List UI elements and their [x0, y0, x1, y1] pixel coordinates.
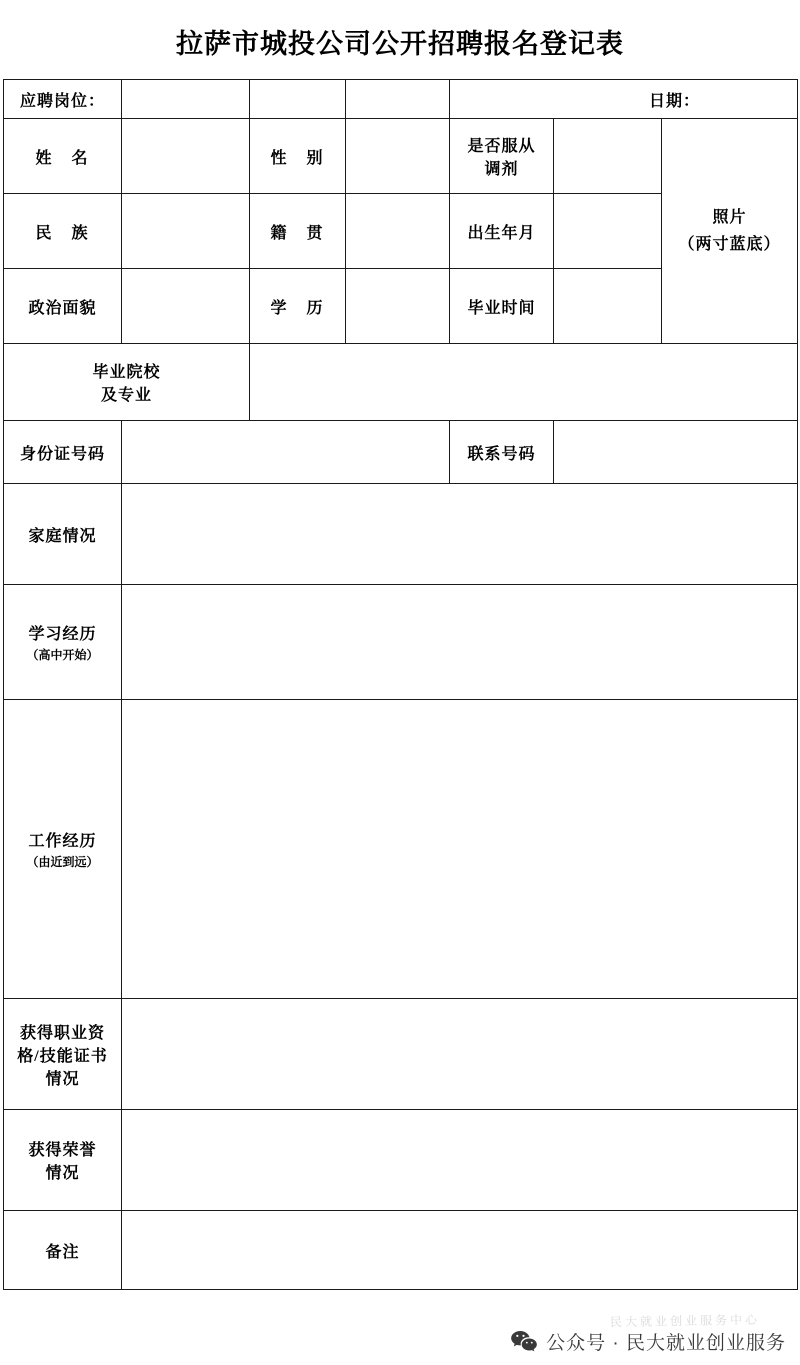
- ethnicity-label: 民 族: [4, 194, 122, 269]
- work-experience-label: [4, 700, 122, 999]
- certificates-label-line3: 情况: [45, 1070, 80, 1088]
- obey-transfer-label-line2: 调剂: [484, 161, 519, 178]
- table-row-work: [4, 700, 798, 999]
- ghost-watermark-text: 民大就业创业服务中心: [609, 1312, 761, 1330]
- id-number-label: 身份证号码: [4, 421, 122, 484]
- work-experience-label-text: 工作经历: [28, 833, 97, 850]
- watermark: [511, 1328, 786, 1355]
- gender-label: 性 别: [250, 119, 346, 194]
- position-value-ext2[interactable]: [346, 80, 450, 119]
- photo-label-line2: （两寸蓝底）: [678, 236, 781, 253]
- honors-label-line2: 情况: [45, 1165, 80, 1182]
- school-major-value[interactable]: [250, 344, 798, 421]
- study-experience-label: [4, 585, 122, 700]
- political-status-value[interactable]: [122, 269, 250, 344]
- photo-cell[interactable]: [662, 119, 798, 344]
- table-row-id-phone: [4, 421, 798, 484]
- study-experience-label-text: 学习经历: [28, 626, 97, 643]
- graduation-time-value[interactable]: [554, 269, 662, 344]
- position-value[interactable]: [122, 80, 250, 119]
- table-row-certificates: [4, 999, 798, 1110]
- study-experience-note: （高中开始）: [26, 648, 99, 662]
- family-label: 家庭情况: [4, 484, 122, 585]
- position-value-ext1[interactable]: [250, 80, 346, 119]
- page-title: 拉萨市城投公司公开招聘报名登记表: [176, 29, 624, 59]
- certificates-label: [4, 999, 122, 1110]
- certificates-label-line2: 格/技能证书: [17, 1047, 108, 1065]
- registration-form-table: [3, 79, 798, 1290]
- school-major-label-line1: 毕业院校: [92, 364, 161, 381]
- date-label: 日期：: [450, 80, 798, 119]
- political-status-label: 政治面貌: [4, 269, 122, 344]
- education-value[interactable]: [346, 269, 450, 344]
- native-place-value[interactable]: [346, 194, 450, 269]
- table-row-honors: [4, 1110, 798, 1211]
- school-major-label: [4, 344, 250, 421]
- remark-value[interactable]: [122, 1211, 798, 1290]
- ethnicity-value[interactable]: [122, 194, 250, 269]
- name-value[interactable]: [122, 119, 250, 194]
- table-row-remark: [4, 1211, 798, 1290]
- obey-transfer-label-line1: 是否服从: [467, 138, 536, 155]
- position-label: 应聘岗位：: [4, 80, 122, 119]
- name-label: 姓 名: [4, 119, 122, 194]
- table-row-name: [4, 119, 798, 194]
- table-row-school: [4, 344, 798, 421]
- watermark-text: 公众号 · 民大就业创业服务: [546, 1333, 786, 1354]
- gender-value[interactable]: [346, 119, 450, 194]
- certificates-value[interactable]: [122, 999, 798, 1110]
- obey-transfer-label: [450, 119, 554, 194]
- birth-date-value[interactable]: [554, 194, 662, 269]
- education-label: 学 历: [250, 269, 346, 344]
- work-experience-value[interactable]: [122, 700, 798, 999]
- honors-value[interactable]: [122, 1110, 798, 1211]
- remark-label: 备注: [4, 1211, 122, 1290]
- native-place-label: 籍 贯: [250, 194, 346, 269]
- table-row-study: [4, 585, 798, 700]
- honors-label-line1: 获得荣誉: [28, 1142, 97, 1159]
- table-row-family: [4, 484, 798, 585]
- photo-label-line1: 照片: [712, 208, 747, 226]
- obey-transfer-value[interactable]: [554, 119, 662, 194]
- certificates-label-line1: 获得职业资: [19, 1024, 105, 1042]
- phone-number-label: 联系号码: [450, 421, 554, 484]
- family-value[interactable]: [122, 484, 798, 585]
- honors-label: [4, 1110, 122, 1211]
- birth-date-label: 出生年月: [450, 194, 554, 269]
- school-major-label-line2: 及专业: [100, 387, 152, 404]
- wechat-icon: [511, 1331, 537, 1353]
- work-experience-note: （由近到远）: [26, 855, 99, 869]
- study-experience-value[interactable]: [122, 585, 798, 700]
- phone-number-value[interactable]: [554, 421, 798, 484]
- graduation-time-label: 毕业时间: [450, 269, 554, 344]
- id-number-value[interactable]: [122, 421, 450, 484]
- table-row-position-date: [4, 80, 798, 119]
